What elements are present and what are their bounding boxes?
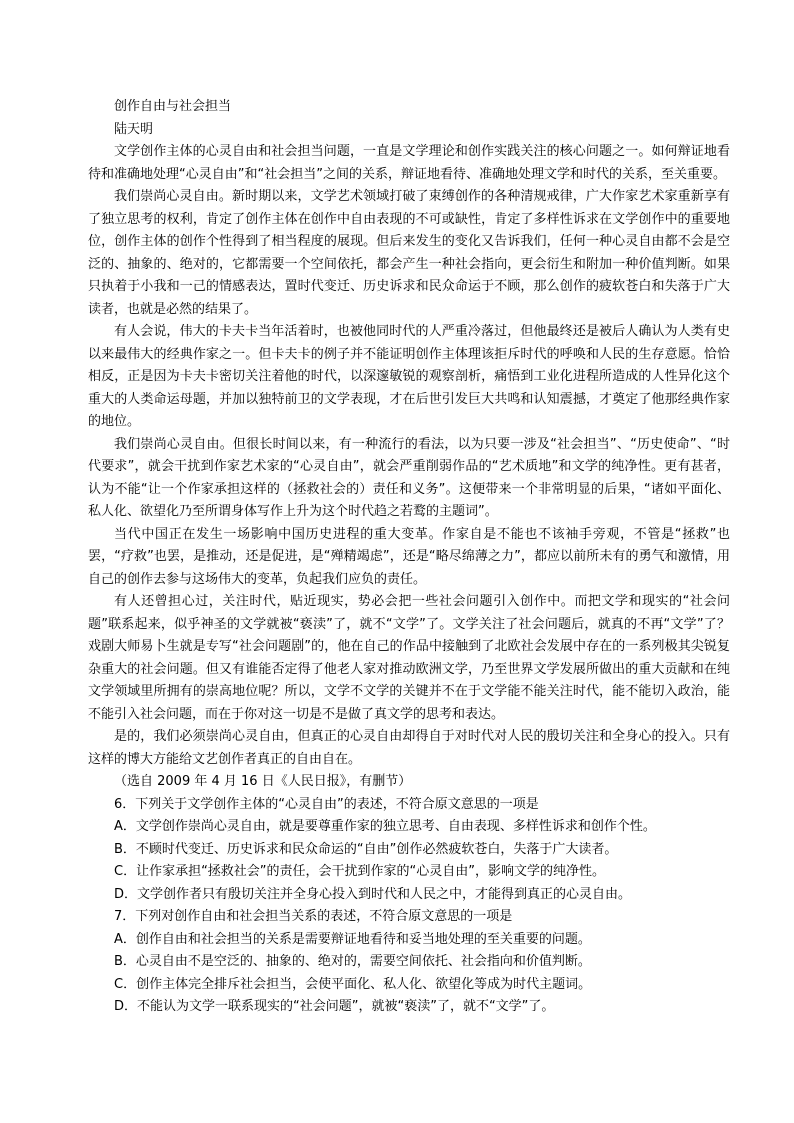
paragraph-5: 当代中国正在发生一场影响中国历史进程的重大变革。作家自是不能也不该袖手旁观，不管是“拯救”也罢，“疗救”也罢，是推动，还是促进，是“殚精竭虑”，还是“略尽绵薄之力”，都应以前所未有的勇气和激情，用自己的创作去参与这场伟大的变革，负起我们应负的责任。 (88, 526, 730, 587)
question-7-stem: 7．下列对创作自由和社会担当关系的表述，不符合原文意思的一项是 (114, 909, 513, 924)
paragraph-4: 我们崇尚心灵自由。但很长时间以来，有一种流行的看法，以为只要一涉及“社会担当”、“历史使命”、“时代要求”，就会干扰到作家艺术家的“心灵自由”，就会严重削弱作品的“艺术质地”和文学的纯净性。更有甚者，认为不能“让一个作家承担这样的（拯救社会的）责任和义务”。这便带来一个非常明显的后果，“诸如平面化、私人化、欲望化乃至所谓身体写作上升为这个时代趋之若鹜的主题词”。 (88, 436, 730, 519)
question-6-option-d: D．文学创作者只有殷切关注并全身心投入到时代和人民之中，才能得到真正的心灵自由。 (114, 886, 632, 902)
question-6-option-c: C．让作家承担“拯救社会”的责任，会干扰到作家的“心灵自由”，影响文学的纯净性。 (114, 864, 606, 879)
question-6-option-b: B．不顾时代变迁、历史诉求和民众命运的“自由”创作必然疲软苍白，失落于广大读者。 (114, 841, 618, 857)
question-6-option-a: A．文学创作崇尚心灵自由，就是要尊重作家的独立思考、自由表现、多样性诉求和创作个性。 (114, 819, 656, 834)
article-source: （选自 2009 年 4 月 16 日《人民日报》，有删节） (114, 774, 412, 789)
question-7-option-b: B．心灵自由不是空泛的、抽象的、绝对的，需要空间依托、社会指向和价值判断。 (114, 954, 591, 969)
question-7-option-c: C．创作主体完全排斥社会担当，会使平面化、私人化、欲望化等成为时代主题词。 (114, 976, 592, 992)
paragraph-7: 是的，我们必须崇尚心灵自由，但真正的心灵自由却得自于对时代对人民的殷切关注和全身心的投入。只有这样的博大方能给文艺创作者真正的自由自在。 (88, 729, 730, 767)
question-6-stem: 6．下列关于文学创作主体的“心灵自由”的表述，不符合原文意思的一项是 (114, 796, 539, 812)
paragraph-3: 有人会说，伟大的卡夫卡当年活着时，也被他同时代的人严重冷落过，但他最终还是被后人确认为人类有史以来最伟大的经典作家之一。但卡夫卡的例子并不能证明创作主体理该拒斥时代的呼唤和人民的生存意愿。恰恰相反，正是因为卡夫卡密切关注着他的时代，以深邃敏锐的观察剖析，痛悟到工业化进程所造成的人性异化这个重大的人类命运母题，并加以独特前卫的文学表现，才在后世引发巨大共鸣和认知震撼，才奠定了他那经典作家的地位。 (88, 324, 730, 429)
question-7-option-a: A．创作自由和社会担当的关系是需要辩证地看待和妥当地处理的至关重要的问题。 (114, 931, 591, 947)
paragraph-6: 有人还曾担心过，关注时代，贴近现实，势必会把一些社会问题引入创作中。而把文学和现实的“社会问题”联系起来，似乎神圣的文学就被“亵渎”了，就不“文学”了。文学关注了社会问题后，就真的不再“文学”了？戏剧大师易卜生就是专写“社会问题剧”的，他在自己的作品中接触到了北欧社会发展中存在的一系列极其尖锐复杂重大的社会问题。但又有谁能否定得了他老人家对推动欧洲文学，乃至世界文学发展所做出的重大贡献和在纯文学领域里所拥有的崇高地位呢？所以，文学不文学的关键并不在于文学能不能关注时代，能不能切入政治，能不能引入社会问题，而在于你对这一切是不是做了真文学的思考和表达。 (88, 594, 730, 722)
paragraph-1: 文学创作主体的心灵自由和社会担当问题，一直是文学理论和创作实践关注的核心问题之一。如何辩证地看待和准确地处理“心灵自由”和“社会担当”之间的关系，辩证地看待、准确地处理文学和时代的关系，至关重要。 (88, 144, 730, 182)
question-7-option-d: D．不能认为文学一联系现实的“社会问题”，就被“亵渎”了，就不“文学”了。 (114, 999, 555, 1014)
document-body (88, 96, 730, 1019)
article-author: 陆天明 (114, 121, 154, 137)
article-title: 创作自由与社会担当 (114, 99, 232, 114)
paragraph-2: 我们崇尚心灵自由。新时期以来，文学艺术领域打破了束缚创作的各种清规戒律，广大作家艺术家重新享有了独立思考的权利，肯定了创作主体在创作中自由表现的不可或缺性，肯定了多样性诉求在文学创作中的重要地位，创作主体的创作个性得到了相当程度的展现。但后来发生的变化又告诉我们，任何一种心灵自由都不会是空泛的、抽象的、绝对的，它都需要一个空间依托，都会产生一种社会指向，更会衍生和附加一种价值判断。如果只执着于小我和一己的情感表达，置时代变迁、历史诉求和民众命运于不顾，那么创作的疲软苍白和失落于广大读者，也就是必然的结果了。 (88, 189, 730, 317)
